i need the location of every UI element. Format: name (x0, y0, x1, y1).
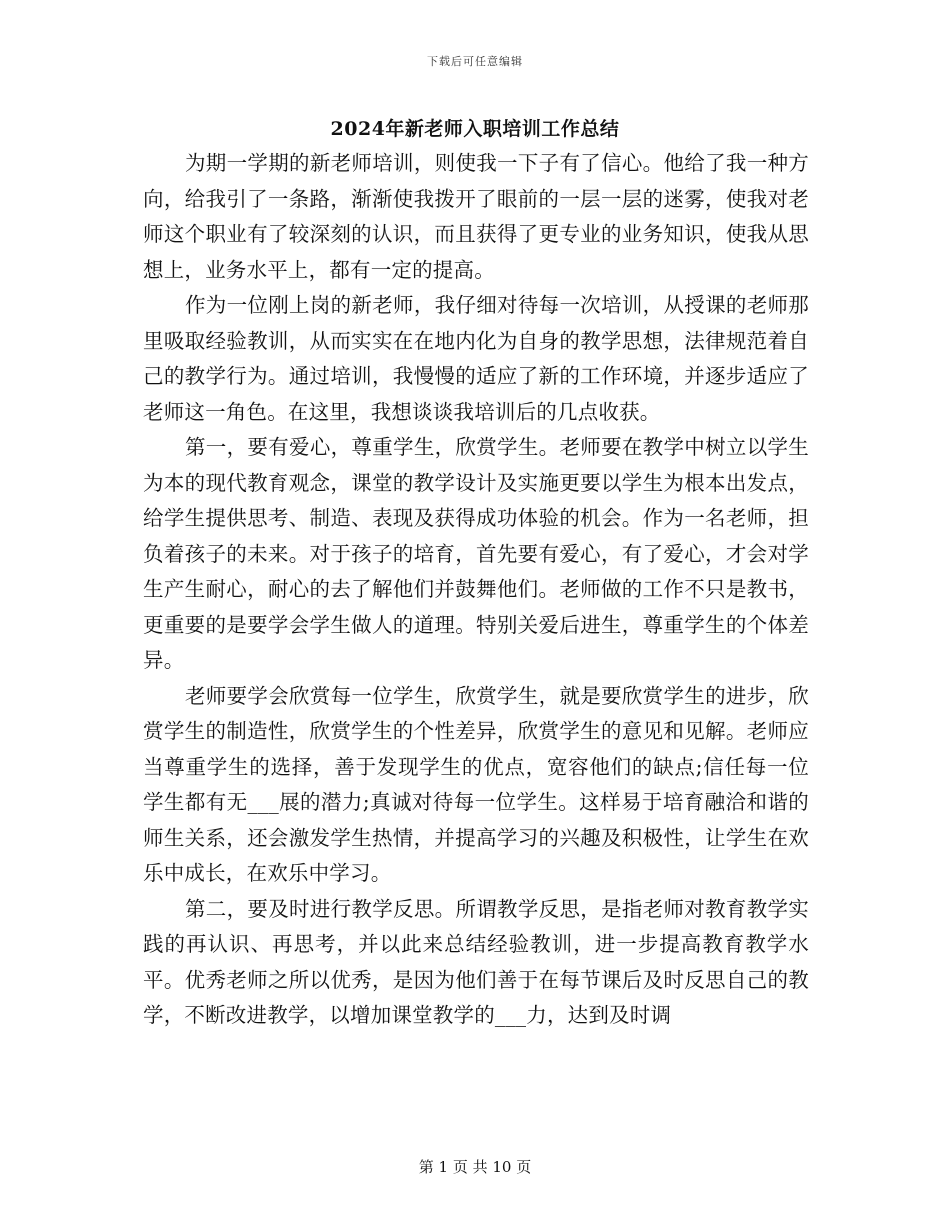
document-title: 2024年新老师入职培训工作总结 (330, 118, 620, 140)
page-number-footer: 第 1 页 共 10 页 (418, 1158, 532, 1176)
document-body (143, 146, 809, 1034)
paragraph: 为期一学期的新老师培训，则使我一下子有了信心。他给了我一种方向，给我引了一条路，渐渐使我拨开了眼前的一层一层的迷雾，使我对老师这个职业有了较深刻的认识，而且获得了更专业的业务知识，使我从思想上，业务水平上，都有一定的提高。 (143, 151, 809, 282)
paragraph: 第一，要有爱心，尊重学生，欣赏学生。老师要在教学中树立以学生为本的现代教育观念，课堂的教学设计及实施更要以学生为根本出发点，给学生提供思考、制造、表现及获得成功体验的机会。作为一名老师，担负着孩子的未来。对于孩子的培育，首先要有爱心，有了爱心，才会对学生产生耐心，耐心的去了解他们并鼓舞他们。老师做的工作不只是教书，更重要的是要学会学生做人的道理。特别关爱后进生，尊重学生的个体差异。 (143, 435, 809, 672)
paragraph: 第二，要及时进行教学反思。所谓教学反思，是指老师对教育教学实践的再认识、再思考，并以此来总结经验教训，进一步提高教育教学水平。优秀老师之所以优秀，是因为他们善于在每节课后及时反思自己的教学，不断改进教学，以增加课堂教学的___力，达到及时调 (143, 896, 809, 1027)
paragraph: 作为一位刚上岗的新老师，我仔细对待每一次培训，从授课的老师那里吸取经验教训，从而实实在在地内化为自身的教学思想，法律规范着自己的教学行为。通过培训，我慢慢的适应了新的工作环境，并逐步适应了老师这一角色。在这里，我想谈谈我培训后的几点收获。 (143, 293, 809, 424)
paragraph: 老师要学会欣赏每一位学生，欣赏学生，就是要欣赏学生的进步，欣赏学生的制造性，欣赏学生的个性差异，欣赏学生的意见和见解。老师应当尊重学生的选择，善于发现学生的优点，宽容他们的缺点;信任每一位学生都有无___展的潜力;真诚对待每一位学生。这样易于培育融洽和谐的师生关系，还会激发学生热情，并提高学习的兴趣及积极性，让学生在欢乐中成长，在欢乐中学习。 (143, 683, 809, 885)
header-note: 下载后可任意编辑 (427, 55, 523, 68)
